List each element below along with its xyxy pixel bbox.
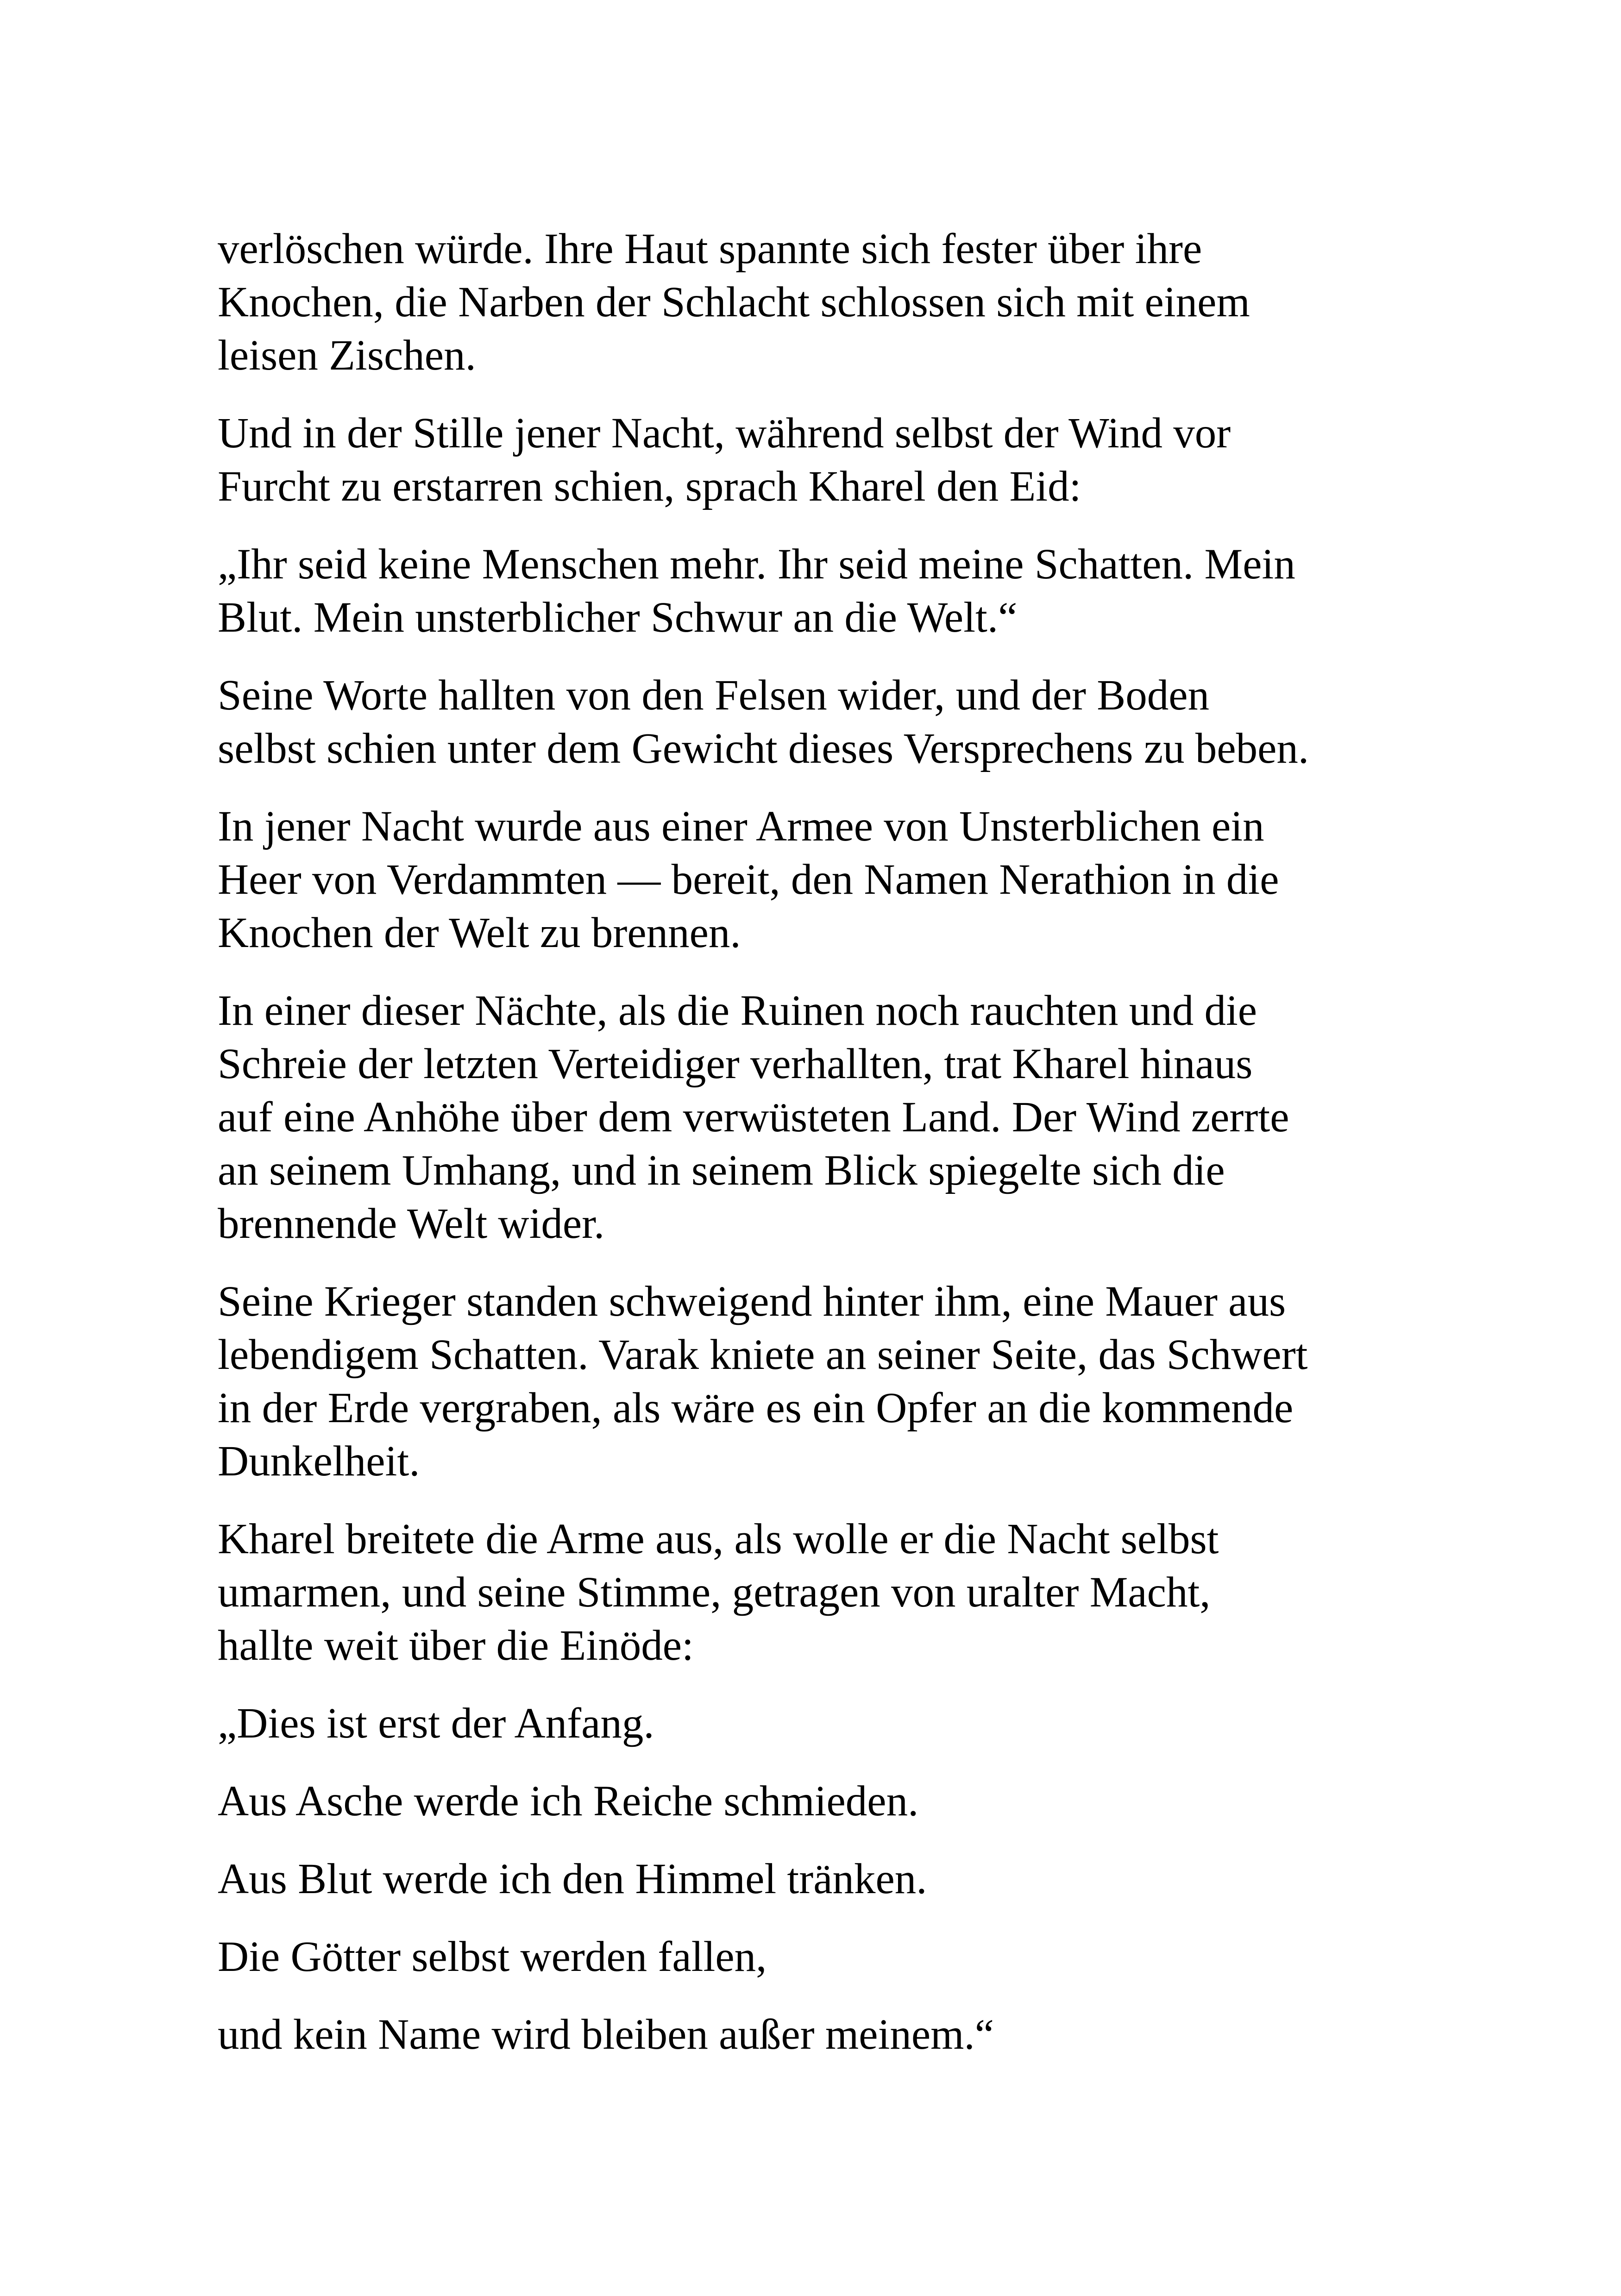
paragraph [218,407,1468,513]
text-line: In jener Nacht wurde aus einer Armee von Unsterblichen ein [218,803,1264,850]
text-line: umarmen, und seine Stimme, getragen von uralter Macht, [218,1568,1211,1616]
text-line: Kharel breitete die Arme aus, als wolle er die Nacht selbst [218,1515,1219,1563]
text-line: Dunkelheit. [218,1437,420,1485]
text-line: „Ihr seid keine Menschen mehr. Ihr seid meine Schatten. Mein [218,540,1295,588]
paragraph [218,669,1468,775]
text-line: brennende Welt wider. [218,1200,605,1248]
text-line: selbst schien unter dem Gewicht dieses Versprechens zu beben. [218,725,1309,772]
text-line: Blut. Mein unsterblicher Schwur an die Welt.“ [218,594,1018,641]
quote-paragraph [218,538,1468,644]
paragraph [218,984,1468,1250]
paragraph [218,1275,1468,1488]
paragraph [218,800,1468,960]
text-line: auf eine Anhöhe über dem verwüsteten Land. Der Wind zerrte [218,1093,1289,1141]
text-line: leisen Zischen. [218,332,476,379]
verse-line [218,1930,1468,1983]
text-line: Und in der Stille jener Nacht, während selbst der Wind vor [218,409,1231,457]
text-line: Knochen der Welt zu brennen. [218,909,741,957]
paragraph [218,222,1468,382]
text-line: Furcht zu erstarren schien, sprach Kharel den Eid: [218,463,1081,510]
body-text [218,222,1468,2086]
text-line: Knochen, die Narben der Schlacht schlossen sich mit einem [218,278,1250,326]
text-line: Aus Asche werde ich Reiche schmieden. [218,1777,919,1825]
text-line: an seinem Umhang, und in seinem Blick spiegelte sich die [218,1147,1225,1194]
text-line: Die Götter selbst werden fallen, [218,1933,767,1981]
text-line: Aus Blut werde ich den Himmel tränken. [218,1855,927,1903]
paragraph [218,1512,1468,1672]
text-line: und kein Name wird bleiben außer meinem.“ [218,2011,994,2058]
verse-line [218,2008,1468,2061]
text-line: Heer von Verdammten — bereit, den Namen Nerathion in die [218,856,1279,903]
text-line: „Dies ist erst der Anfang. [218,1700,654,1747]
text-line: Seine Worte hallten von den Felsen wider, und der Boden [218,671,1210,719]
text-line: verlöschen würde. Ihre Haut spannte sich fester über ihre [218,225,1202,273]
text-line: Schreie der letzten Verteidiger verhallten, trat Kharel hinaus [218,1040,1253,1088]
text-line: lebendigem Schatten. Varak kniete an seiner Seite, das Schwert [218,1331,1308,1379]
verse-line [218,1697,1468,1750]
verse-line [218,1775,1468,1828]
verse-line [218,1852,1468,1906]
text-line: hallte weit über die Einöde: [218,1622,694,1669]
text-line: in der Erde vergraben, als wäre es ein Opfer an die kommende [218,1384,1294,1432]
text-line: Seine Krieger standen schweigend hinter ihm, eine Mauer aus [218,1278,1286,1325]
text-line: In einer dieser Nächte, als die Ruinen noch rauchten und die [218,987,1257,1035]
